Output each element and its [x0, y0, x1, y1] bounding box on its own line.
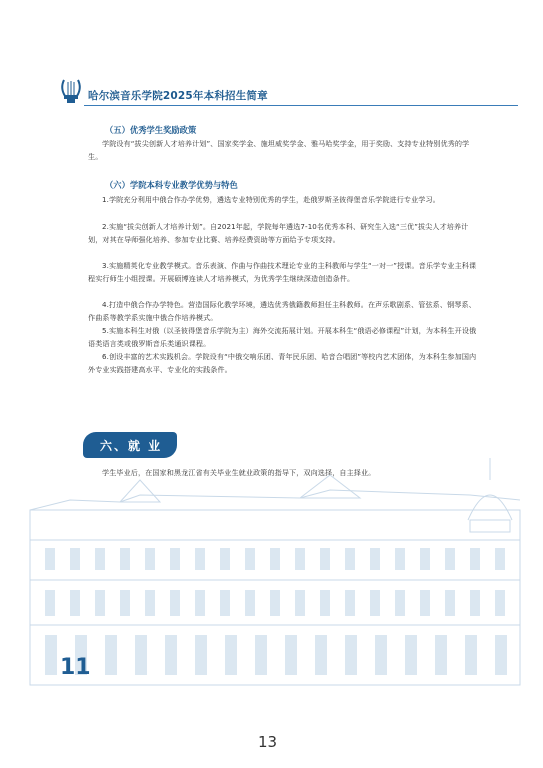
- paragraph-advantage-2: 2.实施“拔尖创新人才培养计划”。自2021年起，学院每年遴选7-10名优秀本科、研究生入选“三优”拔尖人才培养计划，对其在导师强化培养、参加专业比赛、培养经费资助等方面给予专项支持。: [88, 222, 469, 244]
- paragraph-advantage-3: 3.实施精英化专业教学模式。音乐表演、作曲与作曲技术理论专业的主科教师与学生“一对一”授课。音乐学专业主科课程实行师生小组授课。开展硕博连读人才培养模式，为优秀学生继续深造创造条件。: [88, 261, 477, 283]
- lyre-logo-icon: [58, 76, 84, 106]
- section-title-advantages: （六）学院本科专业教学优势与特色: [105, 180, 238, 190]
- paragraph-advantage-1: 1.学院充分利用中俄合作办学优势，遴选专业特别优秀的学生，赴俄罗斯圣彼得堡音乐学院进行专业学习。: [102, 195, 440, 204]
- paragraph-advantage-6: 6.创设丰富的艺术实践机会。学院设有“中俄交响乐团、青年民乐团、哈音合唱团”等校内艺术团体，为本科生参加国内外专业实践搭建高水平、专业化的实践条件。: [88, 352, 477, 374]
- paragraph-scholarship: 学院设有“拔尖创新人才培养计划”、国家奖学金、施坦威奖学金、雅马哈奖学金，用于奖励、支持专业特别优秀的学生。: [88, 139, 470, 161]
- paragraph-advantage-5: 5.实施本科生对俄（以圣彼得堡音乐学院为主）海外交流拓展计划。开展本科生“俄语必修课程”计划，为本科生开设俄语类语言类或俄罗斯音乐类通识课程。: [88, 326, 477, 348]
- paragraph-advantage-4: 4.打造中俄合作办学特色。营造国际化教学环境，遴选优秀俄籍教师担任主科教师。在声乐歌剧系、管弦系、钢琴系、作曲系等教学系实施中俄合作培养模式。: [88, 300, 476, 322]
- paragraph-employment: 学生毕业后，在国家和黑龙江省有关毕业生就业政策的指导下，双向选择，自主择业。: [102, 468, 376, 477]
- building-illustration: [0, 440, 543, 740]
- header-divider: [84, 105, 518, 106]
- chapter-title: 六、就 业: [100, 439, 163, 453]
- page-header: [58, 76, 518, 108]
- section-title-scholarship: （五）优秀学生奖励政策: [105, 125, 197, 135]
- header-title: 哈尔滨音乐学院2025年本科招生简章: [88, 90, 268, 102]
- chapter-number: 11: [60, 655, 91, 680]
- page-number: 13: [258, 733, 278, 751]
